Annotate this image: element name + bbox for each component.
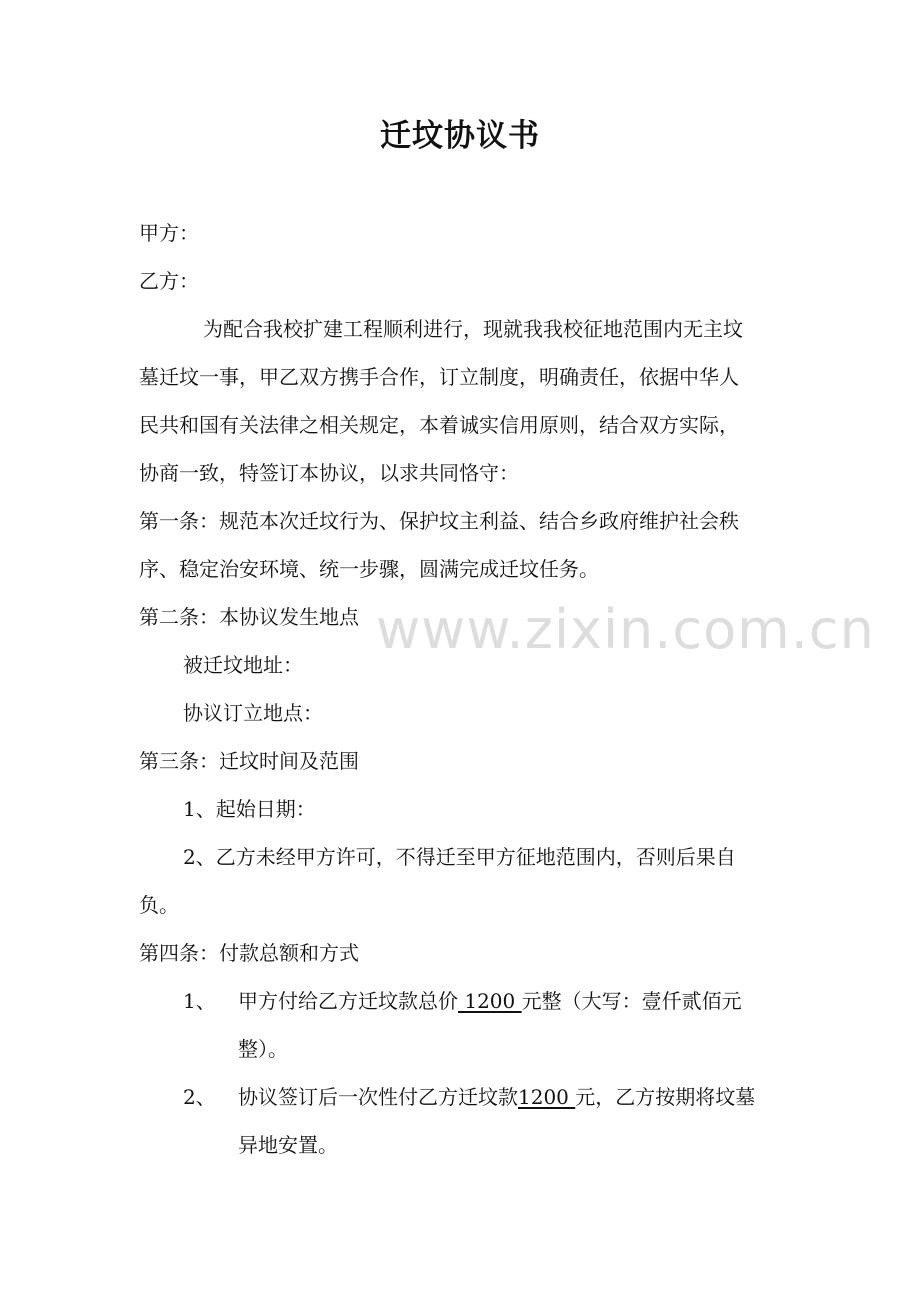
payment-method-line: [238, 1082, 755, 1112]
article-1-line: 序、稳定治安环境、统一步骤，圆满完成迁坟任务。: [139, 557, 599, 581]
relocation-restriction-item-cont: 负。: [139, 893, 179, 917]
intro-line: 民共和国有关法律之相关规定，本着诚实信用原则，结合双方实际，: [139, 413, 739, 437]
payment-amount-field: 1200: [458, 989, 522, 1013]
watermark: www.zixin.com.cn: [376, 598, 875, 661]
party-b-label: 乙方：: [139, 269, 199, 293]
item-number: 2、: [183, 1085, 216, 1109]
payment-method-line-cont: 异地安置。: [238, 1133, 338, 1157]
start-date-item: 1、起始日期：: [183, 797, 316, 821]
article-2-heading: 第二条：本协议发生地点: [139, 605, 359, 629]
site-address-label: 被迁坟地址：: [183, 653, 303, 677]
intro-line: 协商一致，特签订本协议，以求共同恪守：: [139, 461, 519, 485]
item-number: 1、: [183, 989, 216, 1013]
payment-total-line: [238, 986, 742, 1016]
party-a-label: 甲方：: [139, 221, 199, 245]
signing-place-label: 协议订立地点：: [183, 701, 323, 725]
article-1-line: 第一条：规范本次迁坟行为、保护坟主利益、结合乡政府维护社会秩: [139, 509, 739, 533]
payment-total-text: 甲方付给乙方迁坟款总价: [238, 989, 458, 1013]
payment-total-text-end: 元整（大写：壹仟贰佰元: [521, 989, 742, 1013]
relocation-restriction-item: 2、乙方未经甲方许可，不得迁至甲方征地范围内，否则后果自: [183, 845, 736, 869]
document-title: 迁坟协议书: [380, 118, 540, 154]
intro-line: 墓迁坟一事，甲乙双方携手合作，订立制度，明确责任，依据中华人: [139, 365, 739, 389]
payment-amount-field: 1200: [518, 1085, 576, 1109]
payment-method-text-end: 元，乙方按期将坟墓: [575, 1085, 756, 1109]
article-4-heading: 第四条：付款总额和方式: [139, 941, 359, 965]
payment-method-text: 协议签订后一次性付乙方迁坟款: [238, 1085, 518, 1109]
intro-line: 为配合我校扩建工程顺利进行，现就我我校征地范围内无主坟: [203, 317, 743, 341]
article-3-heading: 第三条：迁坟时间及范围: [139, 749, 359, 773]
payment-total-line-cont: 整）。: [238, 1037, 288, 1061]
